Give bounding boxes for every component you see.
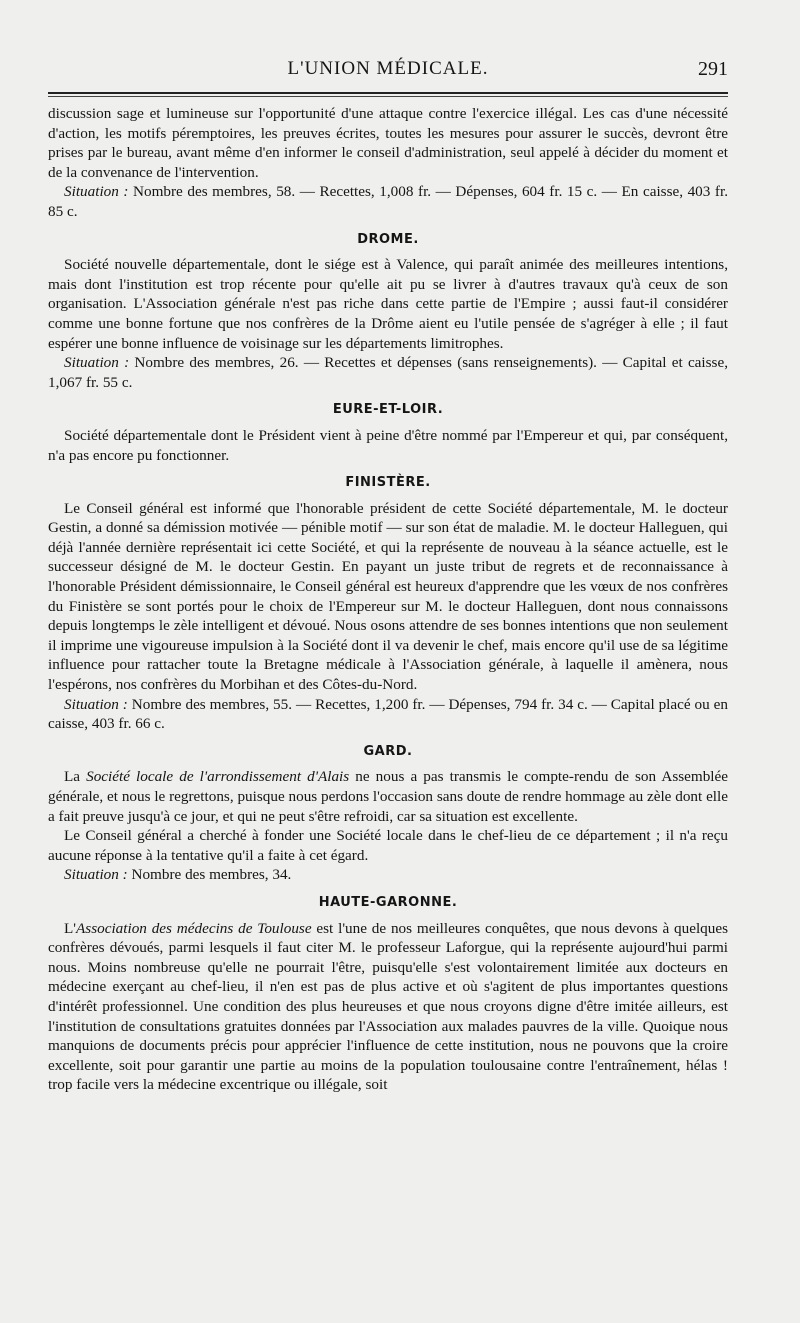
paragraph-gard <box>48 767 728 826</box>
paragraph-haute-garonne <box>48 919 728 1095</box>
text-run: L' <box>64 919 77 937</box>
section-heading-drome: DROME. <box>357 231 419 247</box>
situation-label: Situation : <box>64 866 128 884</box>
text-run: est l'une de nos meilleures conquêtes, que nous devons à quelques confrères dévoués, parmi lesquels il faut citer M. le professeur Laforgue, qui la représente aujourd'hui parmi nous. Moins nombreuse qu'elle ne pourrait l'être, puisqu'elle s'est volontairement limitée aux docteurs en médecine exerçant au chef-lieu, il n'en est pas de plus active et où s'agitent de plus importantes questions d'intérêt professionnel. Une condition des plus heureuses et que nous croyons digne d'être imitée ailleurs, est l'institution de consultations gratuites données par l'Association aux malades pauvres de la ville. Quoique nous manquions de documents précis pour apprécier l'influence de cette institution, nous ne pouvons que la croire excellente, soit pour garantir une partie au moins de la population toulousaine contre l'entraînement, hélas ! trop facile vers la médecine excentrique ou illégale, soit <box>48 919 728 1094</box>
section-heading-eure-et-loir: EURE-ET-LOIR. <box>332 402 444 418</box>
section-heading-finistere: FINISTÈRE. <box>345 475 431 491</box>
text-run: ne nous a pas transmis le compte-rendu de son Assemblée générale, et nous le regrettons, puisque nous perdons l'occasion sans doute de rendre hommage au zèle dont elle a fait preuve jusqu'à ce jour, et qui ne peut s'être refroidi, car sa situation est excellente. <box>48 768 728 825</box>
situation-line <box>48 182 728 221</box>
section-heading-haute-garonne: HAUTE-GARONNE. <box>318 894 458 910</box>
page-header <box>48 58 728 88</box>
italic-society-name: Société locale de l'arrondissement d'Alais <box>86 768 350 786</box>
situation-text: Nombre des membres, 55. — Recettes, 1,200 fr. — Dépenses, 794 fr. 34 c. — Capital placé ou en caisse, 403 fr. 66 c. <box>48 695 729 733</box>
situation-line-drome <box>48 353 728 392</box>
paragraph-gard-2: Le Conseil général a cherché à fonder une Société locale dans le chef-lieu de ce département ; il n'a reçu aucune réponse à la tentative qu'il a faite à cet égard. <box>48 827 728 864</box>
situation-label: Situation : <box>64 354 130 372</box>
header-rule <box>48 92 728 94</box>
situation-text: Nombre des membres, 34. <box>127 866 292 884</box>
situation-text: Nombre des membres, 26. — Recettes et dépenses (sans renseignements). — Capital et caisse, 1,067 fr. 55 c. <box>48 354 728 391</box>
text-run: La <box>64 768 87 786</box>
italic-association-name: Association des médecins de Toulouse <box>76 919 312 937</box>
page-body <box>48 104 728 1095</box>
paragraph-drome: Société nouvelle départementale, dont le siége est à Valence, qui paraît animée des meilleures intentions, mais dont l'institution est trop récente pour qu'elle ait pu se livrer à d'autres travaux qu'à ceux de son organisation. L'Association générale n'est pas riche dans cette partie de l'Empire ; aussi faut-il considérer comme une bonne fortune que nos confrères de la Drôme aient eu l'utile pensée de s'agréger à elle ; il faut espérer une bonne influence de voisinage sur les départements limitrophes. <box>48 256 728 352</box>
running-title: L'UNION MÉDICALE. <box>287 58 489 79</box>
paragraph-eure-et-loir: Société départementale dont le Président vient à peine d'être nommé par l'Empereur et qui, par conséquent, n'a pas encore pu fonctionner. <box>48 426 728 464</box>
situation-label: Situation : <box>64 695 128 713</box>
header-rule-thin <box>48 96 728 97</box>
situation-label: Situation : <box>64 183 129 201</box>
situation-text: Nombre des membres, 58. — Recettes, 1,008 fr. — Dépenses, 604 fr. 15 c. — En caisse, 403 fr. 85 c. <box>48 183 728 220</box>
situation-line-gard <box>48 865 728 885</box>
paragraph-continued: discussion sage et lumineuse sur l'opportunité d'une attaque contre l'exercice illégal. Les cas d'une nécessité d'action, les motifs péremptoires, les preuves écrites, toutes les mesures pour assurer le succès, devront être prises par le bureau, avant même d'en informer le conseil d'administration, seul appelé à décider du moment et de la convenance de l'intervention. <box>48 105 728 181</box>
page-number: 291 <box>698 58 728 80</box>
paragraph-finistere: Le Conseil général est informé que l'honorable président de cette Société départementale, M. le docteur Gestin, a donné sa démission motivée — pénible motif — sur son état de maladie. M. le docteur Halleguen, qui déjà l'année dernière représentait ici cette Société, et qui la représente de nouveau à la séance actuelle, est le successeur désigné de M. le docteur Gestin. En payant un juste tribut de regrets et de reconnaissance à l'honorable Président démissionnaire, le Conseil général est heureux d'apprendre que les vœux de nos confrères du Finistère se sont portés pour le choix de l'Empereur sur M. le docteur Halleguen, dont nous connaissons depuis longtemps le zèle intelligent et dévoué. Nous osons attendre de ses bonnes intentions que non seulement il imprime une vigoureuse impulsion à la Société dont il va devenir le chef, mais encore qu'il use de sa légitime influence pour rattacher toute la Bretagne médicale à l'Association générale, à laquelle il amènera, nous l'espérons, nos confrères du Morbihan et des Côtes-du-Nord. <box>48 499 728 694</box>
situation-line-finistere <box>48 695 728 734</box>
section-heading-gard: GARD. <box>363 743 413 759</box>
